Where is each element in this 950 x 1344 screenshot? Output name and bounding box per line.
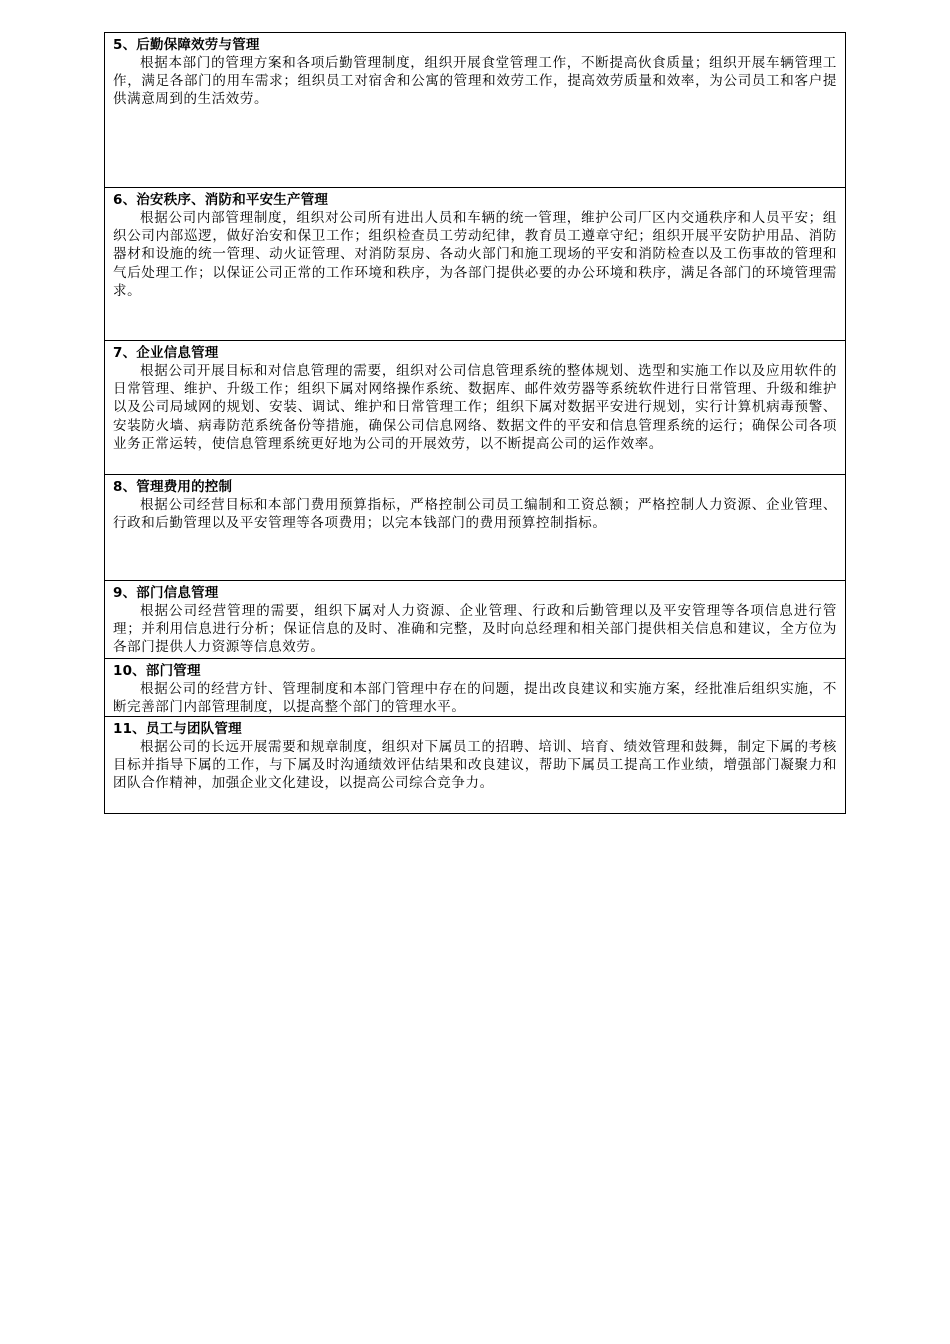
section-body: 根据公司内部管理制度，组织对公司所有进出人员和车辆的统一管理，维护公司厂区内交通秩序和人员平安；组织公司内部巡逻，做好治安和保卫工作；组织检查员工劳动纪律，教育员工遵章守纪；组织开展平安防护用品、消防器材和设施的统一管理、动火证管理、对消防泵房、各动火部门和施工现场的平安和消防检查以及工伤事故的管理和气后处理工作；以保证公司正常的工作环境和秩序，为各部门提供必要的办公环境和秩序，满足各部门的环境管理需求。 bbox=[113, 210, 837, 299]
responsibilities-table bbox=[104, 32, 846, 814]
section-team bbox=[105, 717, 845, 813]
section-logistics bbox=[105, 33, 845, 188]
section-title: 8、管理费用的控制 bbox=[113, 479, 233, 495]
section-title: 10、部门管理 bbox=[113, 663, 201, 679]
section-body: 根据公司开展目标和对信息管理的需要，组织对公司信息管理系统的整体规划、选型和实施工作以及应用软件的日常管理、维护、升级工作；组织下属对网络操作系统、数据库、邮件效劳器等系统软件进行日常管理、升级和维护以及公司局域网的规划、安装、调试、维护和日常管理工作；组织下属对数据平安进行规划，实行计算机病毒预警、安装防火墙、病毒防范系统备份等措施，确保公司信息网络、数据文件的平安和信息管理系统的运行；确保公司各项业务正常运转，使信息管理系统更好地为公司的开展效劳，以不断提高公司的运作效率。 bbox=[113, 363, 837, 452]
section-information bbox=[105, 341, 845, 475]
section-dept-info bbox=[105, 581, 845, 659]
section-title: 9、部门信息管理 bbox=[113, 585, 219, 601]
section-body: 根据公司经营目标和本部门费用预算指标，严格控制公司员工编制和工资总额；严格控制人力资源、企业管理、行政和后勤管理以及平安管理等各项费用；以完本钱部门的费用预算控制指标。 bbox=[113, 497, 837, 532]
section-title: 6、治安秩序、消防和平安生产管理 bbox=[113, 192, 329, 208]
section-title: 7、企业信息管理 bbox=[113, 345, 219, 361]
section-body: 根据公司经营管理的需要，组织下属对人力资源、企业管理、行政和后勤管理以及平安管理等各项信息进行管理；并利用信息进行分析；保证信息的及时、准确和完整，及时向总经理和相关部门提供相关信息和建议，全方位为各部门提供人力资源等信息效劳。 bbox=[113, 603, 837, 656]
section-body: 根据公司的经营方针、管理制度和本部门管理中存在的问题，提出改良建议和实施方案，经批准后组织实施，不断完善部门内部管理制度，以提高整个部门的管理水平。 bbox=[113, 681, 837, 716]
section-security bbox=[105, 188, 845, 341]
section-body: 根据公司的长远开展需要和规章制度，组织对下属员工的招聘、培训、培育、绩效管理和鼓舞，制定下属的考核目标并指导下属的工作，与下属及时沟通绩效评估结果和改良建议，帮助下属员工提高工作业绩，增强部门凝聚力和团队合作精神，加强企业文化建设，以提高公司综合竞争力。 bbox=[113, 739, 837, 792]
section-cost-control bbox=[105, 475, 845, 581]
section-body: 根据本部门的管理方案和各项后勤管理制度，组织开展食堂管理工作，不断提高伙食质量；组织开展车辆管理工作，满足各部门的用车需求；组织员工对宿舍和公寓的管理和效劳工作，提高效劳质量和效率，为公司员工和客户提供满意周到的生活效劳。 bbox=[113, 55, 837, 108]
section-dept-management bbox=[105, 659, 845, 717]
section-title: 5、后勤保障效劳与管理 bbox=[113, 37, 260, 53]
section-title: 11、员工与团队管理 bbox=[113, 721, 242, 737]
